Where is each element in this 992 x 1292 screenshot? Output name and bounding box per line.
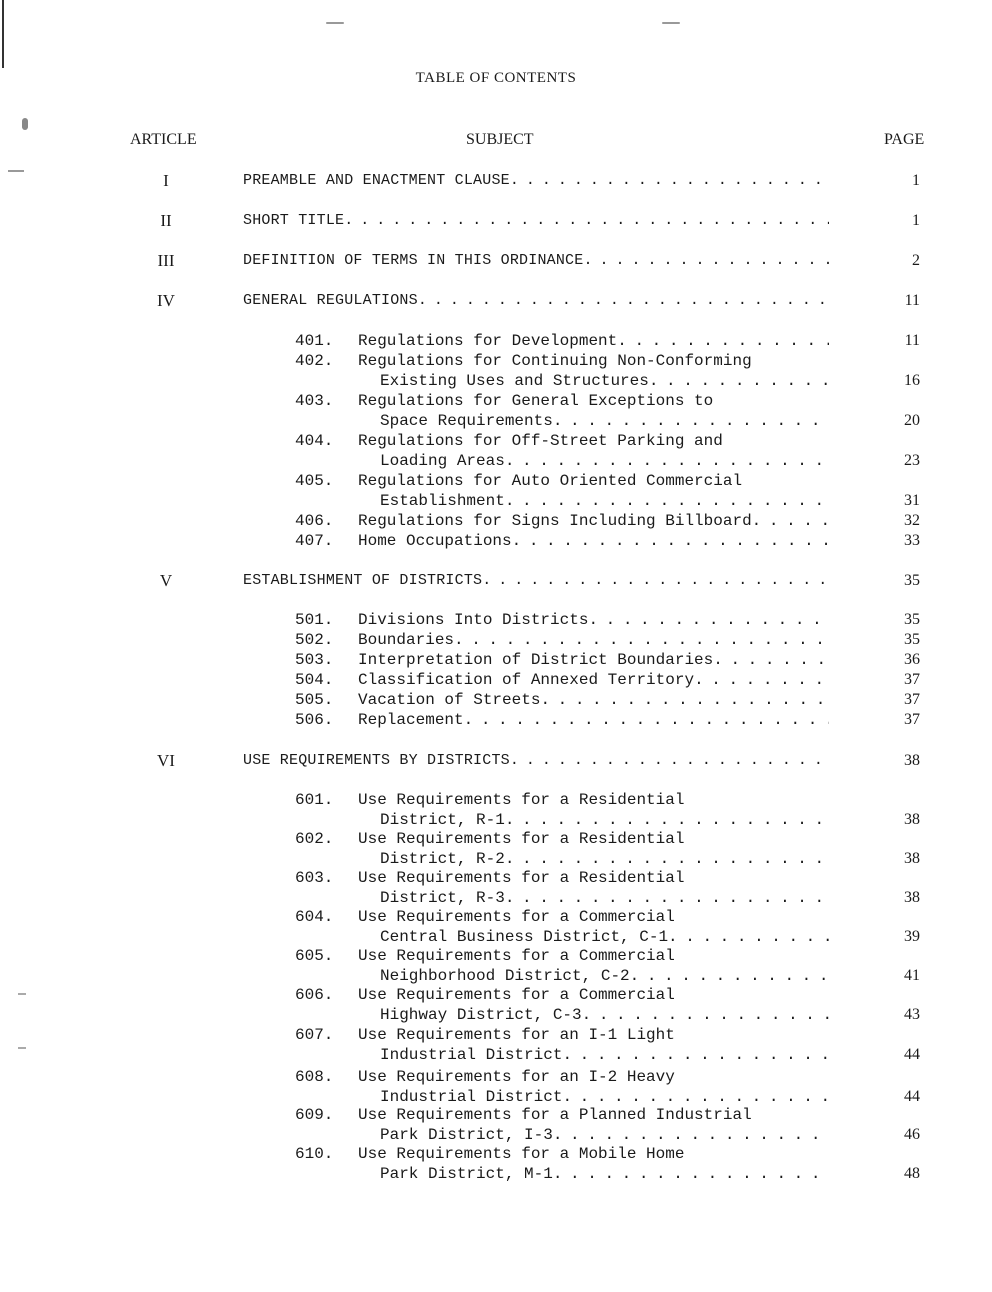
page-number: 23 bbox=[904, 452, 920, 469]
page-number: 37 bbox=[904, 691, 920, 708]
section-title: Regulations for General Exceptions to bbox=[358, 392, 714, 410]
leader-dots bbox=[583, 251, 829, 271]
toc-section-row bbox=[0, 630, 992, 650]
toc-section-row bbox=[0, 511, 992, 531]
page-number: 1 bbox=[912, 212, 920, 229]
leader-dots bbox=[505, 810, 829, 830]
leader-dots bbox=[617, 331, 829, 351]
article-subject-label: ESTABLISHMENT OF DISTRICTS bbox=[243, 572, 483, 589]
leader-dots bbox=[752, 511, 829, 531]
toc-section-row bbox=[0, 1144, 992, 1164]
section-title-continued-label: Space Requirements bbox=[380, 412, 553, 430]
page-number: 35 bbox=[904, 631, 920, 648]
section-title-continued bbox=[380, 491, 829, 511]
section-title-continued-label: Loading Areas bbox=[380, 452, 505, 470]
article-number: II bbox=[160, 211, 172, 230]
section-title-continued bbox=[380, 1087, 829, 1107]
scan-arc bbox=[326, 22, 344, 24]
header-page: PAGE bbox=[884, 131, 925, 148]
section-title: Use Requirements for an I-1 Light bbox=[358, 1026, 675, 1044]
toc-section-row bbox=[0, 650, 992, 670]
article-subject bbox=[243, 291, 829, 311]
scan-edge-mark bbox=[2, 0, 4, 68]
section-number: 405. bbox=[295, 472, 334, 490]
section-title-continued bbox=[380, 1125, 829, 1145]
toc-section-row bbox=[0, 670, 992, 690]
section-title bbox=[358, 331, 829, 351]
section-title: Regulations for Continuing Non-Conforming bbox=[358, 352, 752, 370]
scan-smudge bbox=[22, 118, 28, 130]
toc-section-row-continued bbox=[0, 411, 992, 431]
page-number: 35 bbox=[904, 611, 920, 628]
toc-article-row bbox=[0, 171, 992, 191]
page-title: TABLE OF CONTENTS bbox=[415, 70, 577, 86]
section-title-label: Boundaries bbox=[358, 631, 455, 649]
section-title bbox=[358, 650, 829, 670]
section-number: 404. bbox=[295, 432, 334, 450]
page-number: 39 bbox=[904, 928, 920, 945]
leader-dots bbox=[512, 531, 829, 551]
section-title: Regulations for Off-Street Parking and bbox=[358, 432, 723, 450]
section-title bbox=[358, 670, 829, 690]
toc-section-row bbox=[0, 351, 992, 371]
section-title-continued bbox=[380, 966, 829, 986]
page-number: 11 bbox=[904, 292, 920, 309]
section-title: Use Requirements for a Mobile Home bbox=[358, 1145, 685, 1163]
leader-dots bbox=[505, 849, 829, 869]
leader-dots bbox=[505, 491, 829, 511]
section-title-continued-label: District, R-3 bbox=[380, 889, 505, 907]
leader-dots bbox=[713, 650, 829, 670]
page-number: 1 bbox=[912, 172, 920, 189]
leader-dots bbox=[540, 690, 829, 710]
page-number: 44 bbox=[904, 1088, 920, 1105]
leader-dots bbox=[464, 710, 829, 730]
section-number: 603. bbox=[295, 869, 334, 887]
toc-section-row bbox=[0, 1067, 992, 1087]
article-number: III bbox=[157, 251, 175, 270]
leader-dots bbox=[582, 1005, 829, 1025]
section-number: 609. bbox=[295, 1106, 334, 1124]
page-number: 31 bbox=[904, 492, 920, 509]
section-title-continued bbox=[380, 1164, 829, 1184]
toc-section-row bbox=[0, 907, 992, 927]
section-number: 402. bbox=[295, 352, 334, 370]
page-number: 41 bbox=[904, 967, 920, 984]
leader-dots bbox=[510, 171, 829, 191]
page-number: 20 bbox=[904, 412, 920, 429]
section-title-label: Interpretation of District Boundaries bbox=[358, 651, 714, 669]
section-number: 606. bbox=[295, 986, 334, 1004]
article-subject-label: DEFINITION OF TERMS IN THIS ORDINANCE bbox=[243, 252, 584, 269]
toc-article-row bbox=[0, 251, 992, 271]
section-number: 403. bbox=[295, 392, 334, 410]
toc-section-row bbox=[0, 391, 992, 411]
article-subject bbox=[243, 571, 829, 591]
section-number: 501. bbox=[295, 611, 334, 629]
scan-arc bbox=[662, 22, 680, 24]
page-number: 43 bbox=[904, 1006, 920, 1023]
article-subject bbox=[243, 211, 829, 231]
toc-section-row-continued bbox=[0, 1087, 992, 1107]
page-number: 46 bbox=[904, 1126, 920, 1143]
page-number: 48 bbox=[904, 1165, 920, 1182]
section-number: 406. bbox=[295, 512, 334, 530]
toc-section-row bbox=[0, 985, 992, 1005]
toc-section-row-continued bbox=[0, 451, 992, 471]
toc-section-row bbox=[0, 829, 992, 849]
article-number: I bbox=[163, 171, 169, 190]
section-title: Use Requirements for a Commercial bbox=[358, 908, 675, 926]
section-title bbox=[358, 690, 829, 710]
section-title-continued bbox=[380, 1045, 829, 1065]
toc-section-row-continued bbox=[0, 849, 992, 869]
section-title bbox=[358, 531, 829, 551]
section-number: 601. bbox=[295, 791, 334, 809]
page-number: 37 bbox=[904, 711, 920, 728]
section-number: 602. bbox=[295, 830, 334, 848]
section-number: 502. bbox=[295, 631, 334, 649]
leader-dots bbox=[630, 966, 829, 986]
section-title bbox=[358, 511, 829, 531]
page-number: 16 bbox=[904, 372, 920, 389]
toc-article-row bbox=[0, 291, 992, 311]
toc-section-row bbox=[0, 531, 992, 551]
section-title-continued bbox=[380, 371, 829, 391]
page-number: 35 bbox=[904, 572, 920, 589]
leader-dots bbox=[553, 1125, 829, 1145]
page-number: 32 bbox=[904, 512, 920, 529]
page-number: 38 bbox=[904, 811, 920, 828]
section-title-continued-label: Industrial District bbox=[380, 1046, 563, 1064]
section-title bbox=[358, 630, 829, 650]
header-article: ARTICLE bbox=[130, 131, 197, 148]
section-title-continued bbox=[380, 888, 829, 908]
leader-dots bbox=[510, 751, 829, 771]
toc-section-row-continued bbox=[0, 1005, 992, 1025]
toc-section-row bbox=[0, 1025, 992, 1045]
leader-dots bbox=[649, 371, 829, 391]
leader-dots bbox=[668, 927, 829, 947]
article-number: VI bbox=[157, 751, 175, 770]
section-number: 607. bbox=[295, 1026, 334, 1044]
section-title-continued bbox=[380, 1005, 829, 1025]
toc-section-row bbox=[0, 946, 992, 966]
section-title-continued bbox=[380, 927, 829, 947]
page-number: 44 bbox=[904, 1046, 920, 1063]
section-title-continued-label: Central Business District, C-1 bbox=[380, 928, 669, 946]
section-title: Use Requirements for a Commercial bbox=[358, 947, 675, 965]
section-title-continued-label: Industrial District bbox=[380, 1088, 563, 1106]
article-subject bbox=[243, 171, 829, 191]
section-title: Use Requirements for an I-2 Heavy bbox=[358, 1068, 675, 1086]
section-title: Use Requirements for a Commercial bbox=[358, 986, 675, 1004]
section-title-label: Classification of Annexed Territory bbox=[358, 671, 695, 689]
page-number: 33 bbox=[904, 532, 920, 549]
section-title bbox=[358, 710, 829, 730]
section-title-continued-label: District, R-1 bbox=[380, 811, 505, 829]
leader-dots bbox=[553, 1164, 829, 1184]
section-title-continued bbox=[380, 810, 829, 830]
toc-section-row-continued bbox=[0, 1045, 992, 1065]
article-subject-label: SHORT TITLE bbox=[243, 212, 345, 229]
page-number: 11 bbox=[904, 332, 920, 349]
toc-section-row-continued bbox=[0, 371, 992, 391]
section-title-label: Vacation of Streets bbox=[358, 691, 541, 709]
section-title-continued-label: Existing Uses and Structures bbox=[380, 372, 649, 390]
section-title-label: Regulations for Development bbox=[358, 332, 618, 350]
toc-section-row bbox=[0, 690, 992, 710]
section-title-continued-label: Neighborhood District, C-2 bbox=[380, 967, 630, 985]
article-number: V bbox=[159, 571, 173, 590]
toc-article-row bbox=[0, 751, 992, 771]
leader-dots bbox=[344, 211, 829, 231]
section-title-continued bbox=[380, 849, 829, 869]
leader-dots bbox=[505, 451, 829, 471]
section-title-continued-label: Establishment bbox=[380, 492, 505, 510]
section-number: 604. bbox=[295, 908, 334, 926]
section-title: Use Requirements for a Planned Industrial bbox=[358, 1106, 752, 1124]
toc-section-row bbox=[0, 431, 992, 451]
section-title-continued-label: Park District, M-1 bbox=[380, 1165, 553, 1183]
section-title: Use Requirements for a Residential bbox=[358, 869, 685, 887]
section-title: Use Requirements for a Residential bbox=[358, 791, 685, 809]
toc-article-row bbox=[0, 211, 992, 231]
page-number: 38 bbox=[904, 752, 920, 769]
section-title-continued bbox=[380, 451, 829, 471]
toc-section-row-continued bbox=[0, 491, 992, 511]
toc-section-row bbox=[0, 790, 992, 810]
section-number: 503. bbox=[295, 651, 334, 669]
article-subject bbox=[243, 251, 829, 271]
page-number: 38 bbox=[904, 889, 920, 906]
section-title bbox=[358, 610, 829, 630]
section-number: 506. bbox=[295, 711, 334, 729]
toc-section-row-continued bbox=[0, 888, 992, 908]
toc-section-row bbox=[0, 1105, 992, 1125]
section-title-label: Replacement bbox=[358, 711, 464, 729]
section-title-label: Divisions Into Districts bbox=[358, 611, 589, 629]
section-number: 610. bbox=[295, 1145, 334, 1163]
toc-section-row bbox=[0, 610, 992, 630]
leader-dots bbox=[553, 411, 829, 431]
toc-section-row-continued bbox=[0, 927, 992, 947]
article-subject-label: USE REQUIREMENTS BY DISTRICTS bbox=[243, 752, 510, 769]
section-number: 608. bbox=[295, 1068, 334, 1086]
section-title-continued-label: District, R-2 bbox=[380, 850, 505, 868]
leader-dots bbox=[418, 291, 829, 311]
header-subject: SUBJECT bbox=[466, 131, 534, 148]
leader-dots bbox=[505, 888, 829, 908]
section-number: 605. bbox=[295, 947, 334, 965]
section-title: Regulations for Auto Oriented Commercial bbox=[358, 472, 743, 490]
section-title: Use Requirements for a Residential bbox=[358, 830, 685, 848]
leader-dots bbox=[562, 1045, 829, 1065]
section-title-continued-label: Highway District, C-3 bbox=[380, 1006, 582, 1024]
toc-section-row bbox=[0, 710, 992, 730]
section-title-continued-label: Park District, I-3 bbox=[380, 1126, 553, 1144]
toc-article-row bbox=[0, 571, 992, 591]
article-subject-label: PREAMBLE AND ENACTMENT CLAUSE bbox=[243, 172, 510, 189]
toc-section-row bbox=[0, 331, 992, 351]
leader-dots bbox=[562, 1087, 829, 1107]
section-number: 407. bbox=[295, 532, 334, 550]
article-subject-label: GENERAL REGULATIONS bbox=[243, 292, 418, 309]
page-number: 2 bbox=[912, 252, 920, 269]
toc-section-row-continued bbox=[0, 1164, 992, 1184]
section-title-label: Regulations for Signs Including Billboard bbox=[358, 512, 752, 530]
section-title-continued bbox=[380, 411, 829, 431]
page-number: 37 bbox=[904, 671, 920, 688]
section-number: 504. bbox=[295, 671, 334, 689]
section-title-label: Home Occupations bbox=[358, 532, 512, 550]
toc-section-row bbox=[0, 868, 992, 888]
page-number: 36 bbox=[904, 651, 920, 668]
toc-section-row-continued bbox=[0, 966, 992, 986]
leader-dots bbox=[588, 610, 829, 630]
article-subject bbox=[243, 751, 829, 771]
leader-dots bbox=[482, 571, 829, 591]
article-number: IV bbox=[157, 291, 175, 310]
toc-section-row bbox=[0, 471, 992, 491]
toc-section-row-continued bbox=[0, 810, 992, 830]
leader-dots bbox=[694, 670, 829, 690]
section-number: 401. bbox=[295, 332, 334, 350]
section-number: 505. bbox=[295, 691, 334, 709]
toc-section-row-continued bbox=[0, 1125, 992, 1145]
page-number: 38 bbox=[904, 850, 920, 867]
leader-dots bbox=[454, 630, 829, 650]
